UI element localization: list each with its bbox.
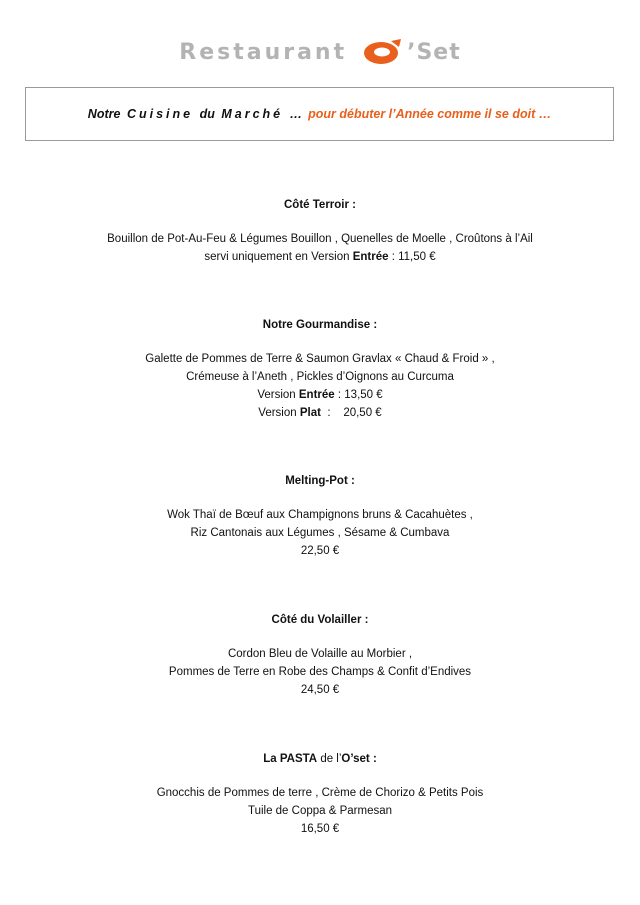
dish-description: Galette de Pommes de Terre & Saumon Gravlax « Chaud & Froid » , xyxy=(145,353,495,365)
section-melting-pot xyxy=(0,472,640,560)
dish-description: Tuile de Coppa & Parmesan xyxy=(247,805,393,817)
restaurant-logo xyxy=(0,30,640,74)
banner-left-text xyxy=(88,107,302,121)
dish-description: Pommes de Terre en Robe des Champs & Confit d’Endives xyxy=(168,666,472,678)
banner xyxy=(25,87,614,141)
logo-restaurant-word: Restaurant xyxy=(179,39,348,65)
banner-cuisine: Cuisine xyxy=(126,107,194,121)
section-title: Notre Gourmandise : xyxy=(262,319,378,331)
dish-description: Wok Thaï de Bœuf aux Champignons bruns & Cacahuètes , xyxy=(167,509,473,521)
banner-ellipsis: … xyxy=(289,107,303,121)
dish-price-line xyxy=(0,386,640,404)
section-title: Melting-Pot : xyxy=(285,475,355,487)
section-volailler xyxy=(0,611,640,699)
logo-o-icon xyxy=(361,37,405,67)
dish-price-line xyxy=(0,248,640,266)
price-prefix: Version xyxy=(257,389,296,401)
title-part: de l’ xyxy=(320,753,342,765)
dish-description: Gnocchis de Pommes de terre , Crème de Chorizo & Petits Pois xyxy=(156,787,484,799)
price-prefix: Version xyxy=(258,407,297,419)
dish-description: Riz Cantonais aux Légumes , Sésame & Cumbava xyxy=(190,527,450,539)
title-part: La PASTA xyxy=(263,753,318,765)
dish-description: Crémeuse à l’Aneth , Pickles d’Oignons au Curcuma xyxy=(186,371,454,383)
banner-prefix: Notre xyxy=(87,107,121,121)
section-terroir xyxy=(0,196,640,266)
dish-price-line xyxy=(0,404,640,422)
version-label: Entrée xyxy=(352,251,389,263)
dish-price: 22,50 € xyxy=(300,545,340,557)
banner-du: du xyxy=(199,107,215,121)
section-title xyxy=(0,750,640,768)
section-title: Côté Terroir : xyxy=(284,199,356,211)
dish-price: 24,50 € xyxy=(300,684,340,696)
version-label: Plat xyxy=(299,407,321,419)
section-pasta xyxy=(0,750,640,838)
title-part: O’set : xyxy=(341,753,377,765)
section-title: Côté du Volailler : xyxy=(271,614,369,626)
price-value: : 13,50 € xyxy=(337,389,383,401)
logo-brand-suffix: ’Set xyxy=(407,39,461,65)
price-value: : 20,50 € xyxy=(327,407,382,419)
banner-marche: Marché xyxy=(221,107,284,121)
banner-tagline: pour débuter l’Année comme il se doit … xyxy=(308,107,552,121)
price-value: : 11,50 € xyxy=(391,251,436,263)
version-label: Entrée xyxy=(298,389,335,401)
section-gourmandise xyxy=(0,316,640,422)
price-prefix: servi uniquement en Version xyxy=(204,251,350,263)
dish-description: Cordon Bleu de Volaille au Morbier , xyxy=(227,648,413,660)
dish-price: 16,50 € xyxy=(300,823,340,835)
dish-description: Bouillon de Pot-Au-Feu & Légumes Bouillon , Quenelles de Moelle , Croûtons à l’Ail xyxy=(107,233,533,245)
